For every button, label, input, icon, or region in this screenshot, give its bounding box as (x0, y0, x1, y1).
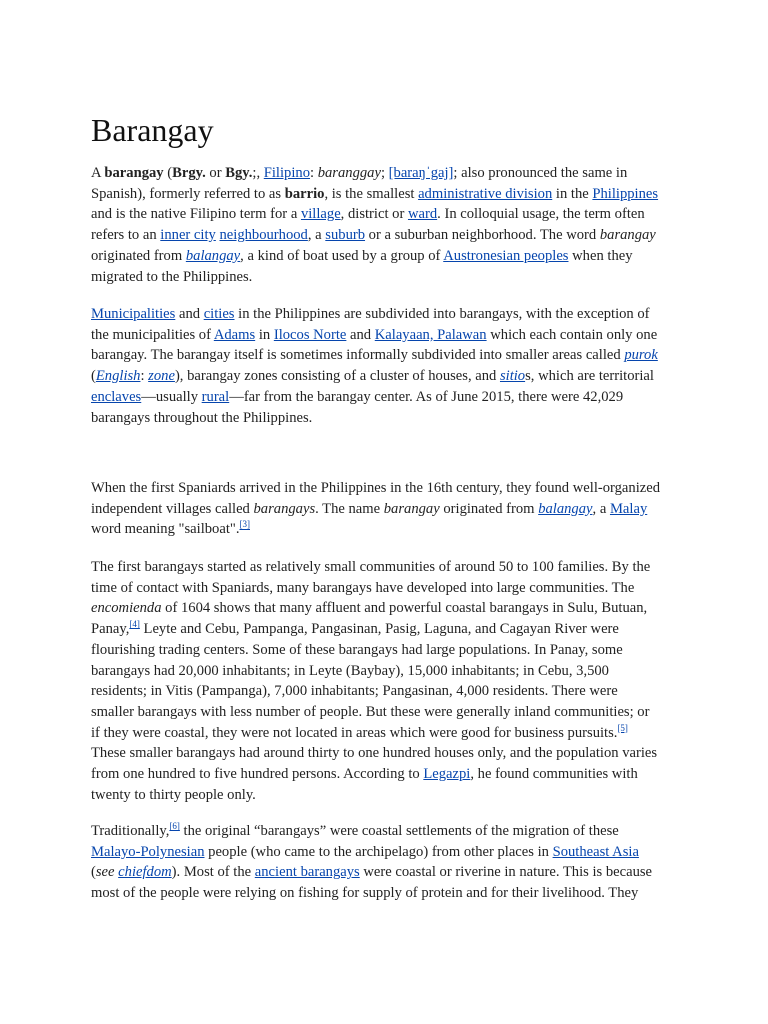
text-run: , district or (340, 206, 408, 223)
text-run: These smaller barangays had around thirty to one hundred houses only, and the population varies (91, 745, 658, 762)
text-line (91, 619, 691, 640)
wiki-link[interactable]: enclaves (91, 388, 142, 405)
text-run: : (310, 165, 318, 181)
text-line (91, 304, 691, 325)
text-line (91, 325, 691, 346)
text-run: ;, (252, 165, 264, 181)
wiki-link[interactable]: Filipino (263, 165, 310, 181)
text-line (91, 640, 691, 661)
text-run: flourishing trading centers. Some of these barangays had large populations. In Panay, some (91, 641, 623, 658)
wiki-link-italic[interactable]: chiefdom (118, 864, 172, 881)
paragraph-early-barangays (91, 557, 691, 805)
italic-term: encomienda (91, 600, 162, 617)
italic-term: barangay (383, 500, 440, 517)
text-run: which each contain only one (486, 326, 658, 343)
wiki-link-italic[interactable]: balangay (185, 247, 241, 264)
text-line (91, 598, 691, 619)
text-line (91, 246, 691, 267)
wiki-link-italic[interactable]: purok (624, 347, 658, 364)
wiki-link[interactable]: inner city (160, 227, 216, 244)
text-line (91, 163, 691, 184)
wiki-link-italic[interactable]: balangay (538, 500, 593, 517)
text-run: were coastal or riverine in nature. This is because (359, 864, 653, 881)
text-line (91, 821, 691, 842)
wiki-link[interactable]: Adams (213, 326, 256, 343)
bold-term: barangay (104, 165, 164, 181)
italic-term: barangay (599, 227, 656, 244)
text-run: . The name (315, 500, 384, 517)
wiki-link[interactable]: [baraŋˈgaj] (388, 165, 454, 181)
text-run: Traditionally, (91, 823, 170, 839)
text-run: smaller barangays with less number of people. But these were generally inland communities; or (91, 703, 650, 720)
text-run: , a kind of boat used by a group of (240, 247, 444, 264)
text-run: Panay, (91, 621, 130, 638)
text-line (91, 478, 691, 499)
text-run: the original “barangays” were coastal settlements of the migration of these (179, 823, 619, 839)
text-line (91, 519, 691, 540)
text-run: residents; in Vitis (Pampanga), 7,000 inhabitants; Pangasinan, 4,000 residents. There were (91, 683, 618, 700)
text-run: —usually (141, 388, 202, 405)
page-title: Barangay (91, 112, 214, 148)
text-line (91, 387, 691, 408)
text-run: ; (380, 165, 389, 181)
text-line (91, 408, 691, 429)
text-run: or (205, 165, 226, 181)
text-line (91, 862, 691, 883)
text-run: barangays had 20,000 inhabitants; in Leyte (Baybay), 15,000 inhabitants; in Cebu, 3,500 (91, 662, 609, 679)
wiki-link[interactable]: Malay (609, 500, 648, 517)
text-line (91, 883, 691, 904)
wiki-link-italic[interactable]: zone (148, 368, 175, 385)
bold-term: barrio (284, 185, 325, 202)
wiki-link[interactable]: Kalayaan, Palawan (374, 326, 487, 343)
text-run: independent villages called (91, 500, 254, 517)
text-run: , is the smallest (324, 185, 419, 202)
text-run: , he found communities with (470, 766, 638, 783)
text-line (91, 225, 691, 246)
text-run: from one hundred to five hundred persons. According to (91, 766, 424, 783)
text-run: : (140, 368, 149, 385)
text-line (91, 204, 691, 225)
text-run: word meaning "sailboat". (91, 521, 240, 538)
text-line (91, 184, 691, 205)
text-run: Spanish), formerly referred to as (91, 185, 285, 202)
text-line (91, 842, 691, 863)
text-run: of 1604 shows that many affluent and powerful coastal barangays in Sulu, Butuan, (161, 600, 648, 617)
italic-term: baranggay (317, 165, 381, 181)
text-run: and (175, 306, 204, 322)
text-run: barangays throughout the Philippines. (91, 409, 313, 426)
text-line (91, 743, 691, 764)
wiki-link[interactable]: village (300, 206, 341, 223)
citation-link[interactable]: [3] (239, 519, 250, 530)
text-run: or a suburban neighborhood. The word (365, 227, 600, 244)
wiki-link[interactable]: Austronesian peoples (443, 247, 569, 264)
bold-term: Bgy. (225, 165, 253, 181)
wiki-link-italic[interactable]: English (95, 368, 141, 385)
wiki-link[interactable]: Southeast Asia (552, 843, 639, 860)
text-line (91, 557, 691, 578)
text-run: originated from (439, 500, 539, 517)
wiki-link[interactable]: cities (203, 306, 235, 322)
text-run: refers to an (91, 227, 161, 244)
text-run: , a (307, 227, 326, 244)
text-run: ; also pronounced the same in (453, 165, 628, 181)
text-run: ), barangay zones consisting of a cluster of houses, and (174, 368, 500, 385)
wiki-link[interactable]: suburb (325, 227, 366, 244)
text-run: ( (163, 165, 173, 181)
wiki-link[interactable]: Municipalities (91, 306, 176, 322)
wiki-link[interactable]: Malayo-Polynesian (91, 843, 205, 860)
text-run: A (91, 165, 105, 181)
text-line (91, 345, 691, 366)
paragraph-intro (91, 163, 691, 287)
wiki-link[interactable]: Ilocos Norte (273, 326, 347, 343)
wiki-link-italic[interactable]: sitio (499, 368, 526, 385)
wiki-link[interactable]: neighbourhood (219, 227, 308, 244)
text-run: ( (91, 368, 96, 385)
wiki-link[interactable]: administrative division (418, 185, 553, 202)
text-run: s, which are territorial (525, 368, 654, 385)
text-run: if they were coastal, they were not located in areas which were good for business pursuits. (91, 724, 618, 741)
text-line (91, 681, 691, 702)
text-run: most of the people were relying on fishing for supply of protein and for their livelihood. They (91, 885, 639, 902)
text-run: originated from (91, 247, 186, 264)
text-run: in the (552, 185, 593, 202)
text-run: Leyte and Cebu, Pampanga, Pangasinan, Pasig, Laguna, and Cagayan River were (139, 621, 619, 638)
paragraph-subdivisions (91, 304, 691, 428)
text-run: , a (592, 500, 610, 517)
text-run: When the first Spaniards arrived in the Philippines in the 16th century, they found well-organized (91, 480, 661, 496)
text-line (91, 702, 691, 723)
text-run: in the Philippines are subdivided into barangays, with the exception of (234, 306, 650, 322)
text-line (91, 499, 691, 520)
text-line (91, 661, 691, 682)
text-line (91, 578, 691, 599)
text-run: the municipalities of (91, 326, 214, 343)
text-line (91, 267, 691, 288)
text-run: in (255, 326, 274, 343)
italic-term: see (95, 864, 115, 881)
text-line (91, 764, 691, 785)
text-line (91, 723, 691, 744)
text-run: ). Most of the (171, 864, 255, 881)
text-run: and (346, 326, 375, 343)
citation-link[interactable]: [4] (129, 619, 140, 630)
paragraph-tradition (91, 821, 691, 904)
italic-term: barangays (253, 500, 316, 517)
paragraph-history (91, 478, 691, 540)
wiki-link[interactable]: rural (201, 388, 230, 405)
text-run: people (who came to the archipelago) from other places in (204, 843, 553, 860)
text-run: barangay. The barangay itself is sometimes informally subdivided into smaller areas called (91, 347, 625, 364)
text-run: ( (91, 864, 96, 881)
text-run: —far from the barangay center. As of June 2015, there were 42,029 (229, 388, 624, 405)
text-run: . In colloquial usage, the term often (437, 206, 645, 223)
text-run: when they (568, 247, 633, 264)
wiki-link[interactable]: ward (407, 206, 438, 223)
text-line (91, 366, 691, 387)
text-line (91, 785, 691, 806)
bold-term: Brgy. (172, 165, 206, 181)
citation-link[interactable]: [6] (169, 821, 180, 832)
text-run: time of contact with Spaniards, many barangays have developed into large communities. The (91, 579, 635, 596)
wiki-link[interactable]: Philippines (592, 185, 659, 202)
wiki-link[interactable]: Legazpi (423, 766, 471, 783)
text-run: and is the native Filipino term for a (91, 206, 301, 223)
text-run: twenty to thirty people only. (91, 786, 256, 803)
wiki-link[interactable]: ancient barangays (254, 864, 360, 881)
text-run: migrated to the Philippines. (91, 268, 253, 285)
text-run: The first barangays started as relatively small communities of around 50 to 100 families. By the (91, 559, 651, 575)
citation-link[interactable]: [5] (617, 722, 628, 733)
